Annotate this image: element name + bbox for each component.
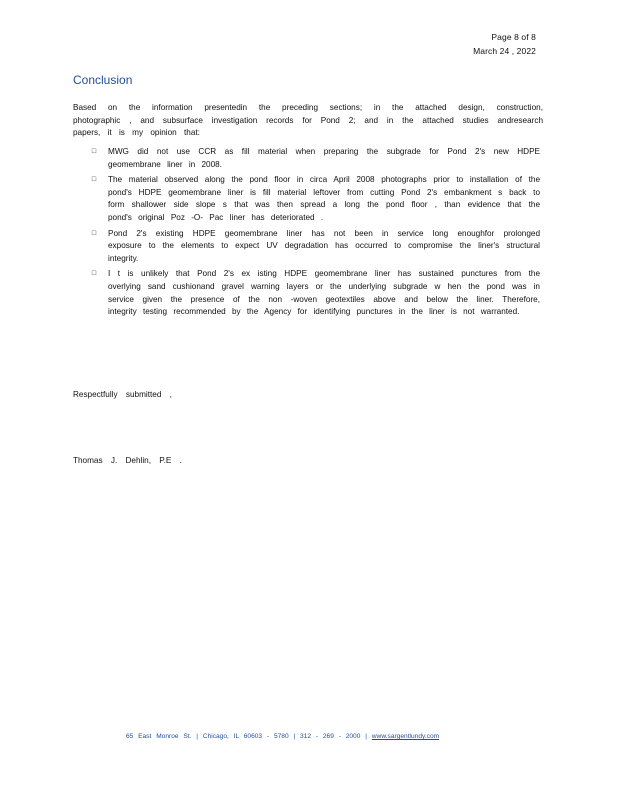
list-item — [90, 268, 540, 318]
list-item-text: The material observed along the pond floor in circa April 2008 photographs prior to installation of the pond's HDPE geomembrane liner is fill material leftover from cutting Pond 2's embankment s back to form shallower side slope s that was then spread a long the pond floor , than evidence that the pond's original Poz -O- Pac liner has deteriorated . — [108, 175, 540, 222]
closing-line: Respectfully submitted , — [73, 390, 172, 399]
list-item — [90, 228, 540, 266]
signature-name: Thomas J. Dehlin, P.E . — [73, 456, 182, 465]
conclusion-list — [90, 146, 540, 322]
website-link[interactable]: www.sargentlundy.com — [371, 733, 440, 740]
bullet-box-icon: □ — [91, 176, 97, 184]
page-number: Page 8 of 8 — [491, 32, 536, 42]
bullet-box-icon: □ — [91, 229, 97, 237]
section-title: Conclusion — [73, 73, 133, 87]
document-date: March 24 , 2022 — [473, 46, 536, 56]
bullet-box-icon: □ — [91, 148, 97, 155]
list-item — [90, 174, 540, 224]
list-item — [90, 146, 540, 171]
footer-address: 65 East Monroe St. | Chicago, IL 60603 - 5780 | 312 - 269 - 2000 | — [126, 733, 367, 740]
bullet-box-icon: □ — [91, 270, 97, 278]
list-item-text: MWG did not use CCR as fill material when preparing the subgrade for Pond 2's new HDPE geomembrane liner in 2008. — [108, 147, 540, 169]
page-footer — [126, 733, 439, 740]
intro-paragraph: Based on the information presentedin the preceding sections; in the attached design, construction, photographic , and subsurface investigation records for Pond 2; and in the attached studies andresearch papers, it is my opinion that: — [73, 103, 543, 138]
list-item-text: I t is unlikely that Pond 2's ex isting HDPE geomembrane liner has sustained punctures from the overlying sand cushionand gravel warning layers or the underlying subgrade w hen the pond was in service given the presence of the non -woven geotextiles above and below the liner. Therefore, integrity testing recommended by the Agency for identifying punctures in the liner is not warranted. — [108, 269, 540, 317]
list-item-text: Pond 2's existing HDPE geomembrane liner has not been in service long enoughfor prolonged exposure to the elements to expect UV degradation has occurred to compromise the liner's structural integrity. — [108, 228, 540, 263]
page-header — [473, 30, 536, 58]
